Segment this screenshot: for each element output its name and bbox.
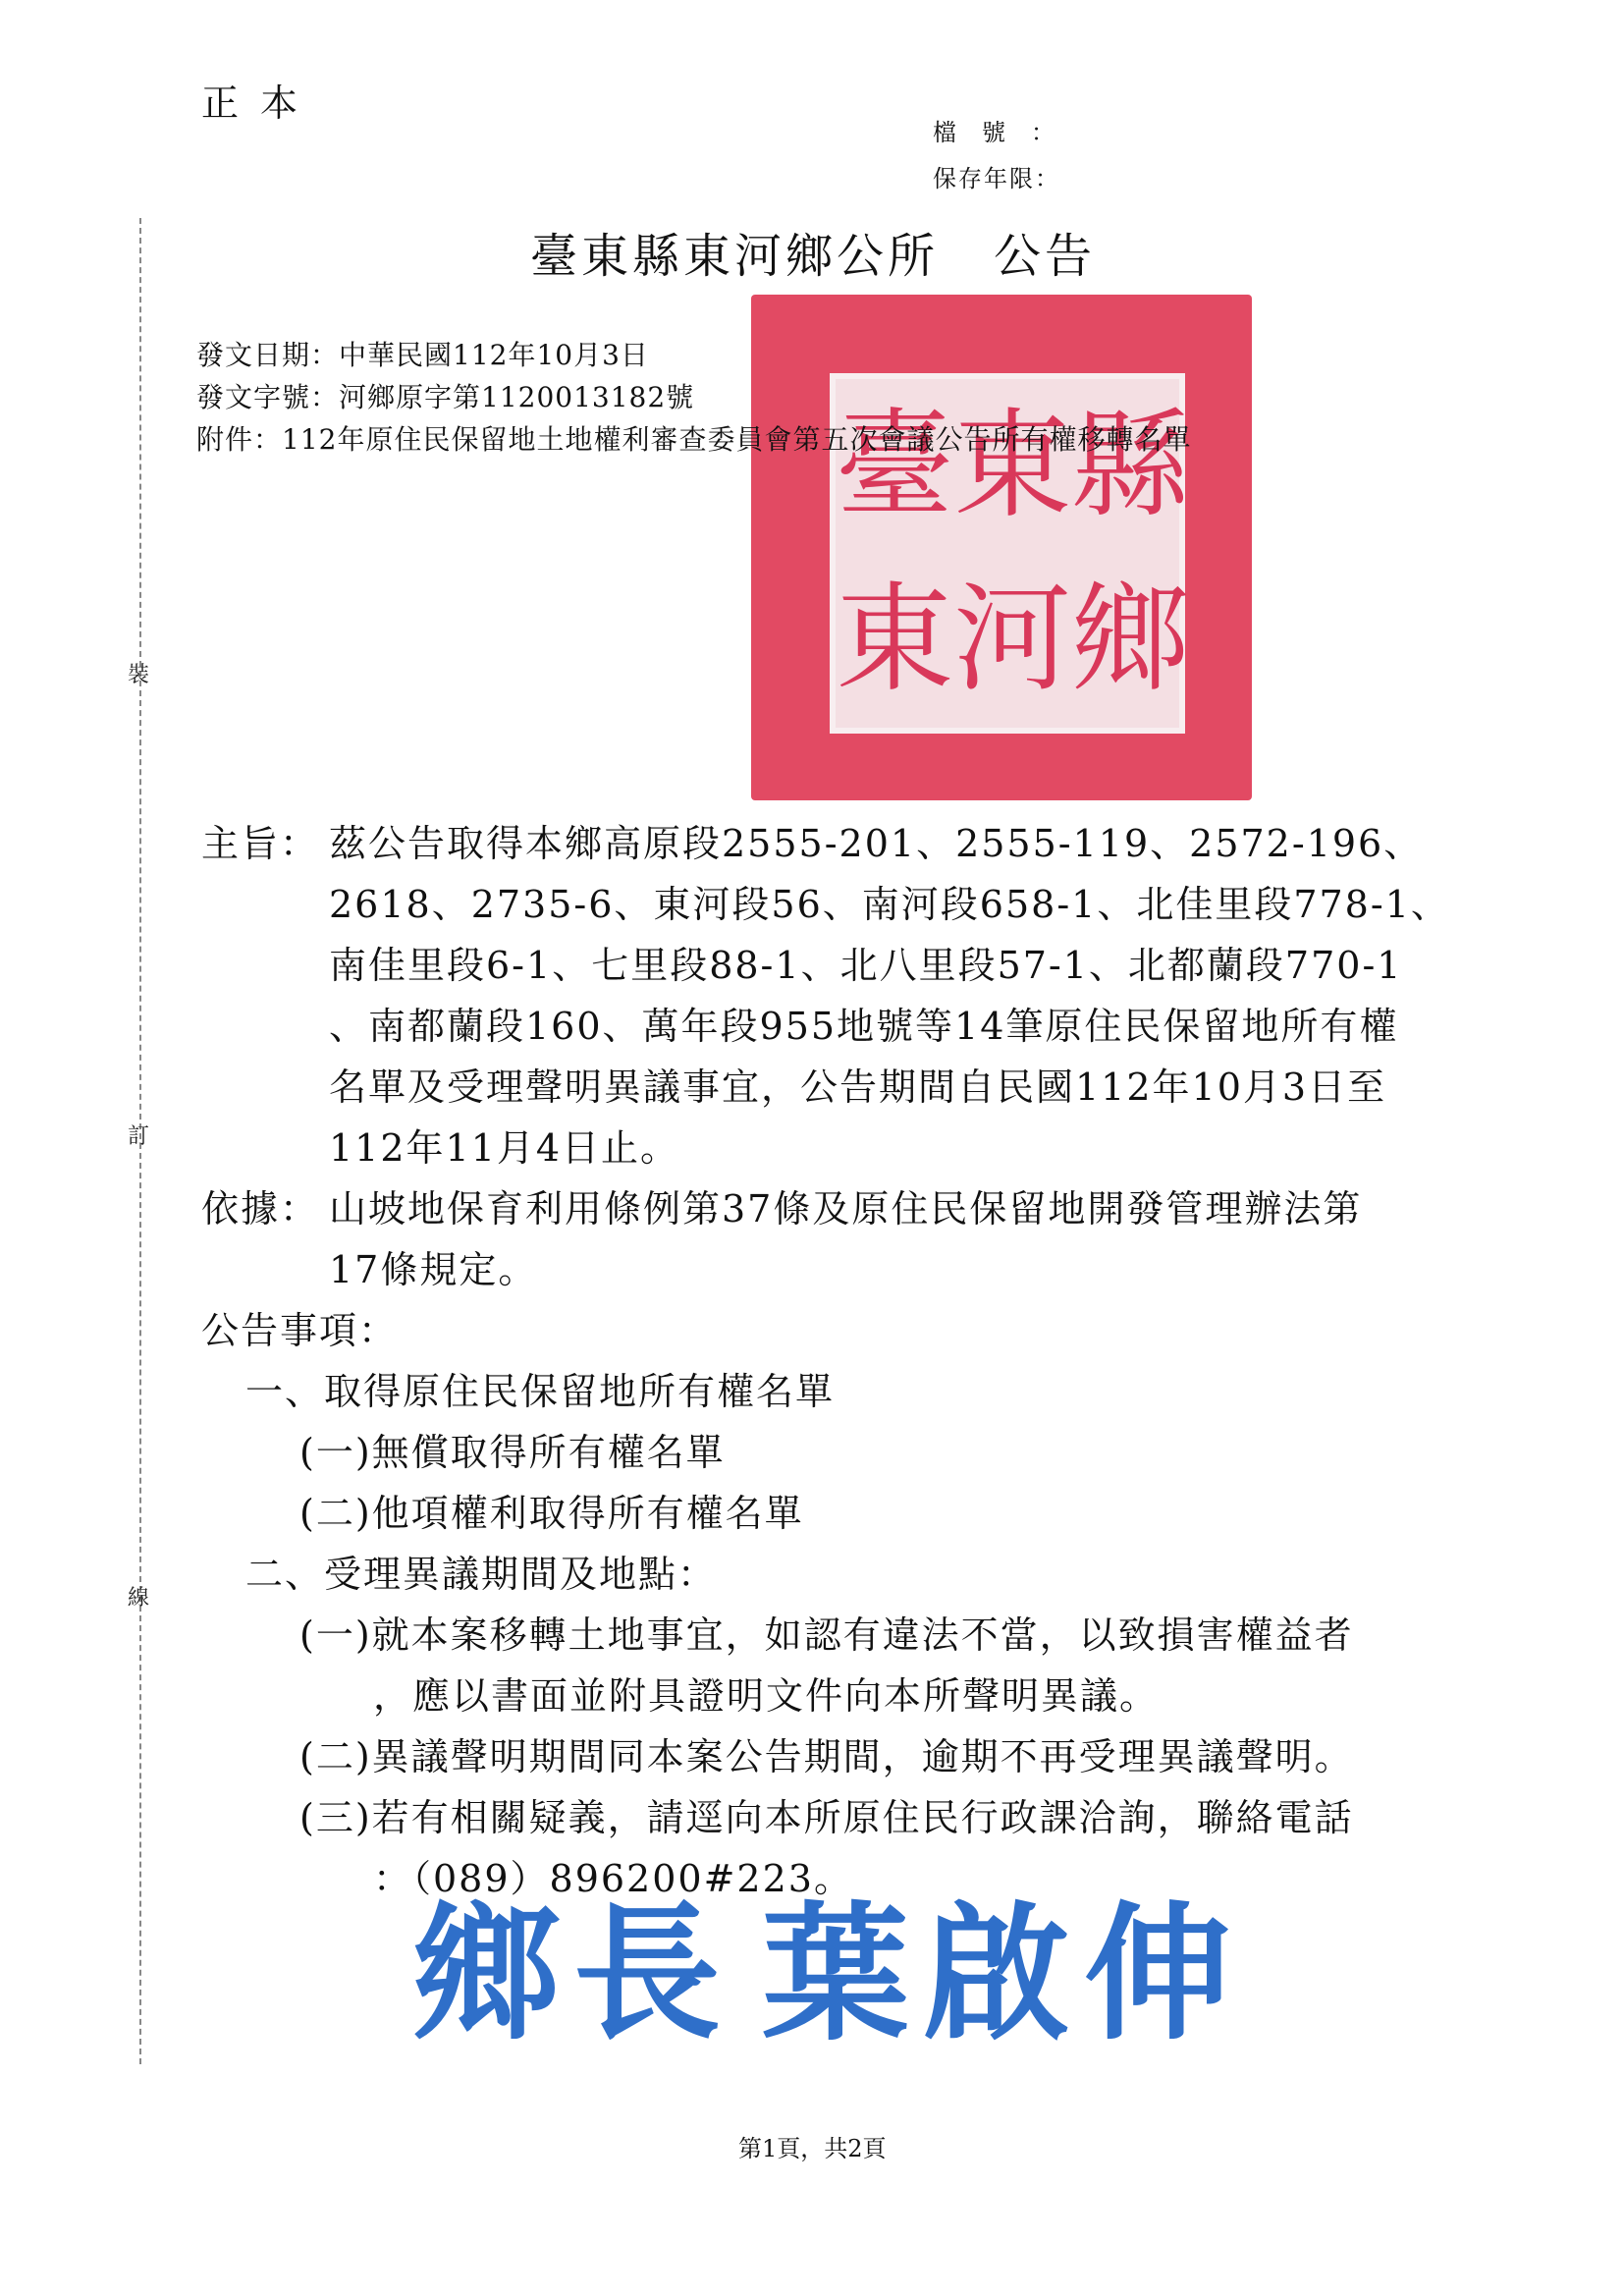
item-2-b: (二)異議聲明期間同本案公告期間，逾期不再受理異議聲明。 bbox=[299, 1735, 1354, 1778]
item-1-a: (一)無償取得所有權名單 bbox=[299, 1431, 726, 1474]
title-type: 公告 bbox=[994, 229, 1097, 284]
subject-label: 主旨： bbox=[201, 822, 320, 865]
item-2-c-cont: ：（089）896200#223。 bbox=[373, 1857, 853, 1900]
copy-mark: 正本 bbox=[201, 82, 320, 125]
official-seal bbox=[751, 295, 1252, 800]
binding-char-3: 線 bbox=[128, 1586, 150, 1611]
seal-char: 東 bbox=[953, 397, 1071, 534]
document-number: 發文字號：河鄉原字第1120013182號 bbox=[196, 381, 695, 413]
signature-name: 葉啟伸 bbox=[762, 1887, 1246, 2060]
issue-date: 發文日期：中華民國112年10月3日 bbox=[196, 339, 649, 371]
subject-line: 2618、2735-6、東河段56、南河段658-1、北佳里段778-1、 bbox=[329, 883, 1450, 926]
item-2: 二、受理異議期間及地點： bbox=[245, 1553, 718, 1596]
item-2-c: (三)若有相關疑義，請逕向本所原住民行政課洽詢，聯絡電話 bbox=[299, 1796, 1354, 1839]
item-2-a-cont: ，應以書面並附具證明文件向本所聲明異議。 bbox=[373, 1674, 1160, 1718]
file-number-label: 檔號： bbox=[933, 119, 1080, 146]
subject-line: 茲公告取得本鄉高原段2555-201、2555-119、2572-196、 bbox=[329, 822, 1424, 865]
attachment: 附件：112年原住民保留地土地權利審查委員會第五次會議公告所有權移轉名單 bbox=[196, 423, 1192, 456]
item-1-b: (二)他項權利取得所有權名單 bbox=[299, 1492, 804, 1535]
seal-char: 河 bbox=[953, 572, 1071, 709]
basis-line: 山坡地保育利用條例第37條及原住民保留地開發管理辦法第 bbox=[329, 1187, 1363, 1230]
page-title bbox=[530, 218, 1096, 286]
item-2-a: (一)就本案移轉土地事宜，如認有違法不當，以致損害權益者 bbox=[299, 1613, 1354, 1657]
seal-char: 臺 bbox=[836, 397, 953, 534]
item-1: 一、取得原住民保留地所有權名單 bbox=[245, 1370, 836, 1413]
subject-line: 112年11月4日止。 bbox=[329, 1126, 680, 1170]
seal-char: 縣 bbox=[1071, 397, 1189, 534]
signature-title: 鄉長 bbox=[412, 1887, 735, 2060]
subject-line: 南佳里段6-1、七里段88-1、北八里段57-1、北都蘭段770-1 bbox=[329, 944, 1403, 987]
signature-stamp bbox=[412, 1887, 1246, 2060]
retention-label: 保存年限： bbox=[933, 165, 1060, 192]
basis-label: 依據： bbox=[201, 1187, 320, 1230]
basis-line: 17條規定。 bbox=[329, 1248, 538, 1291]
items-heading: 公告事項： bbox=[201, 1309, 399, 1352]
binding-char-2: 訂 bbox=[128, 1124, 150, 1149]
binding-char-1: 裝 bbox=[128, 663, 150, 687]
title-office: 臺東縣東河鄉公所 bbox=[530, 229, 940, 284]
seal-char: 東 bbox=[836, 572, 953, 709]
subject-line: 、南都蘭段160、萬年段955地號等14筆原住民保留地所有權 bbox=[329, 1005, 1399, 1048]
page-number: 第1頁，共2頁 bbox=[738, 2135, 887, 2162]
seal-char: 鄉 bbox=[1071, 572, 1189, 709]
subject-line: 名單及受理聲明異議事宜，公告期間自民國112年10月3日至 bbox=[329, 1066, 1387, 1109]
